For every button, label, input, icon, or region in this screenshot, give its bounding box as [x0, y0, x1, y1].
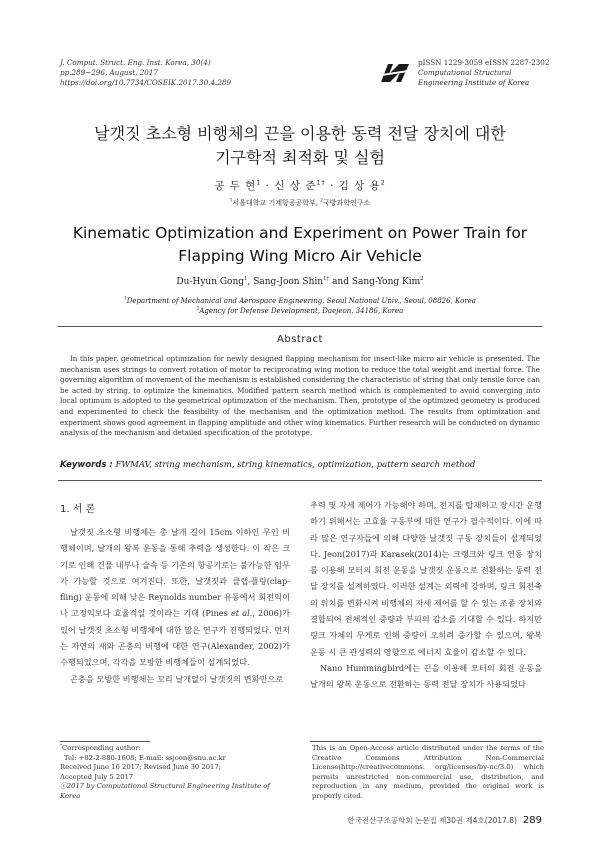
affil-en-mark-2: 2: [196, 305, 200, 311]
page-footer: [347, 815, 542, 826]
license-footnote: This is an Open-Access article distributed under the terms of the Creative Commons Attribution Non-Commercial License(http://creativecommons. org/licenses/by-nc/3.0) which permits unrestricted non-commercial use, distribution, and reproduction in any medium, provided the original work is properly cited.: [312, 744, 544, 800]
society-line-2: Engineering Institute of Korea: [418, 78, 530, 87]
author-en-sep-2: and: [329, 277, 352, 287]
journal-line-2: pp.289~296, August, 2017: [60, 68, 159, 77]
footnote-line-1: [60, 744, 290, 754]
affil-ko-2: 국방과학연구소: [322, 199, 371, 207]
author-ko-sep-2: ·: [325, 180, 339, 192]
abstract-top-rule: [58, 326, 542, 327]
english-authors: [40, 277, 560, 287]
english-title-line-2: Flapping Wing Micro Air Vehicle: [178, 247, 422, 265]
issn-block: [418, 58, 549, 88]
keywords: [60, 460, 540, 470]
footnote-corresponding: Corresponding author:: [62, 744, 141, 752]
author-ko-2: 신 상 준: [274, 180, 317, 192]
right-column: [310, 497, 542, 693]
author-ko-2-mark: 1†: [316, 179, 326, 187]
author-en-2-mark: 1†: [323, 276, 330, 282]
author-ko-3: 김 상 용: [338, 180, 381, 192]
affil-en-line-1: [40, 296, 560, 306]
left-column: [60, 524, 290, 687]
footnote-accepted: Accepted July 5 2017: [60, 772, 134, 781]
english-title-line-1: Kinematic Optimization and Experiment on Power Train for: [72, 224, 528, 242]
author-en-sep-1: ,: [247, 277, 254, 287]
left-p1-rest: , 2006)가 있어 날갯짓 초소형 비행체에 대한 많은 연구가 진행되었다. 먼저는 자연의 새와 곤충의 비행에 대한 연구(Alexander, 2002)가 수행되었으며, 각각을 모방한 비행체들이 설계되었다.: [60, 608, 290, 668]
issn-line: pISSN 1229-3059 eISSN 2287-2302: [418, 58, 550, 67]
abstract-heading: Abstract: [277, 334, 323, 345]
footer-journal: 한국전산구조공학회 논문집 제30권 제4호(2017.8): [347, 816, 517, 825]
footnote-rule-left: [60, 741, 150, 742]
footnote-rule-right: [310, 741, 542, 742]
affil-en-line-2: [40, 306, 560, 316]
author-ko-1-mark: 1: [256, 179, 262, 187]
page-number: 289: [522, 815, 542, 826]
author-en-3-mark: 2: [420, 276, 424, 282]
left-p1-text: 날갯짓 초소형 비행체는 총 날개 길이 15cm 이하인 무인 비행체이며, 날개의 왕복 운동을 통해 추력을 생성한다. 이 작은 크기로 인해 건물 내부나 술속 등 기존의 항공기로는 불가능한 임무가 가능할 것으로 여겨진다. 또한, 날갯짓과 클랩-플링(clap-fling) 운동에 의해 낮은 Reynolds number 유동에서 회전익이나 고정익보다 효율적일 것이라는 기대 (Pines: [60, 527, 290, 619]
footnote-received: Received June 16 2017; Revised June 30 2017;: [60, 763, 221, 772]
abstract-text: In this paper, geometrical optimization for newly designed flapping mechanism for insect-like micro air vehicle is presented. The mechanism uses strings to convert rotation of motor to reciprocating wing motion to reduce the total weight and inertial force. The governing algorithm of movement of the mechanism is established considering the characteristic of string that only tensile force can be acted by string, to optimize the kinematics. Modified pattern search method which is complemented to avoid converging into local optimum is adopted to the geometrical optimization of the mechanism. Then, prototype of the optimized geometry is produced and experimented to check the feasibility of the mechanism and the optimization method. The results from optimization and experiment shows good agreement in flapping amplitude and other wing kinematics. Further research will be conducted on dynamic analysis of the mechanism and detailed specification of the prototype.: [60, 354, 540, 438]
affil-en-mark-1: 1: [124, 295, 127, 301]
section-heading-introduction: 1. 서 론: [60, 504, 96, 515]
affil-en-2: Agency for Defense Development, Daejeon, 34186, Korea: [199, 307, 404, 315]
footnote-copyright: ⓒ2017 by Computational Structural Engineering Institute of Korea: [60, 782, 270, 800]
doi-link[interactable]: https://doi.org/10.7734/COSEIK.2017.30.4.289: [60, 78, 232, 87]
author-en-1-mark: 1: [244, 276, 248, 282]
keywords-text: FWMAV, string mechanism, string kinematics, optimization, pattern search method: [112, 460, 476, 470]
journal-citation: [60, 58, 231, 88]
journal-line-1: J. Comput. Struct. Eng. Inst. Korea, 30(4): [60, 58, 211, 67]
author-ko-sep-1: ·: [261, 180, 275, 192]
affil-ko-1: 서울대학교 기계항공공학부,: [232, 199, 321, 207]
author-en-3: Sang-Yong Kim: [351, 277, 421, 287]
left-p1-etal: et al.: [230, 608, 253, 619]
english-affiliations: [40, 296, 560, 316]
keywords-bottom-rule: [58, 480, 542, 481]
footnote-mark: *: [60, 742, 63, 748]
author-en-2: Sang-Joon Shin: [253, 277, 324, 287]
keywords-label: Keywords :: [60, 460, 113, 470]
english-title: [40, 222, 560, 268]
right-paragraph-1: 추력 및 자세 제어가 가능해야 하며, 전지를 탑재하고 장시간 운행하기 위해서는 고효율 구동부에 대한 연구가 필수적이다. 이에 따라 많은 연구자들에 의해 다양한 날갯짓 구동 장치들이 설계되었다. Jeon(2017)과 Karasek(2014)는 크랭크와 링크 연동 장치를 이용해 모터의 회전 운동을 날갯짓 운동으로 전환하는 동력 전달 장치를 설계하였다. 이러한 설계는 외력에 강하며, 링크 회전축의 위치를 변화시켜 비행체의 자세 제어를 할 수 있는 조종 장치와 결합되어 전체적인 중량과 부피의 감소를 기대할 수 있다. 하지만 링크 자체의 무게로 인해 중량이 오히려 증가할 수 있으며, 왕복 운동 시 큰 관성력의 영향으로 에너지 효율이 감소할 수 있다.: [310, 500, 542, 657]
korean-title-line-1: 날갯짓 초소형 비행체의 끈을 이용한 동력 전달 장치에 대한: [94, 124, 506, 143]
korean-affiliations: [40, 198, 560, 208]
korean-authors: [40, 178, 560, 193]
corresponding-author-footnote: [60, 744, 290, 802]
korean-title-line-2: 기구학적 최적화 및 실험: [215, 148, 385, 167]
society-logo-icon: [380, 62, 410, 84]
left-paragraph-2: 곤충을 모방한 비행체는 꼬리 날개없이 날갯짓의 변화만으로: [70, 673, 284, 684]
society-line-1: Computational Structural: [418, 68, 512, 77]
affil-en-1: Department of Mechanical and Aerospace Engineering, Seoul National Univ., Seoul, 08826, Korea: [126, 297, 476, 305]
author-en-1: Du-Hyun Gong: [176, 277, 245, 287]
author-ko-1: 공 두 현: [214, 180, 257, 192]
korean-title: [40, 122, 560, 170]
author-ko-3-mark: 2: [380, 179, 386, 187]
affil-ko-mark-2: 2: [320, 197, 323, 203]
left-paragraph-1: [60, 524, 290, 671]
footnote-contact: Tel: +82-2-880-1608; E-mail: ssjoon@snu.ac.kr: [64, 753, 226, 762]
right-paragraph-2: Nano Hummingbird에는 끈을 이용해 모터의 회전 운동을 날개의 왕복 운동으로 전환하는 동력 전달 장치가 사용되었다: [310, 662, 542, 690]
affil-ko-mark-1: 1: [229, 197, 233, 203]
